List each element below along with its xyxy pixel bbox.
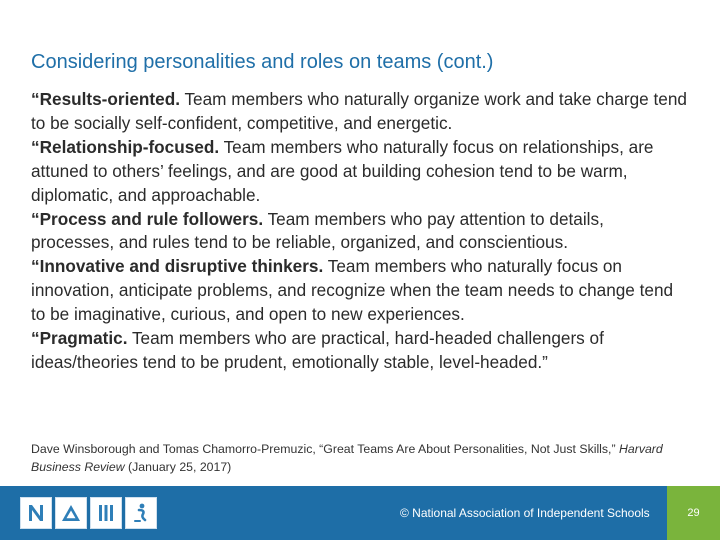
item-lead: “Relationship-focused. [31,136,220,157]
item-lead: “Results-oriented. [31,89,180,109]
item-text: Team members who pay attention to details, processes, and rules tend to be reliable, organized, and conscientious. [31,208,604,253]
quote-item-process [31,208,691,256]
citation [31,441,671,476]
item-lead: “Innovative and disruptive thinkers. [31,256,324,277]
quote-item-relationship [31,136,691,208]
logo-triangle-icon [55,497,87,529]
citation-publication: Harvard Business Review [31,442,663,474]
item-text: Team members who naturally focus on innovation, anticipate problems, and recognize when the team needs to change tend to be imaginative, curious, and open to new experiences. [31,256,674,325]
item-text: Team members who naturally focus on relationships, are attuned to others’ feelings, and are good at building cohesion tend to be warm, diplomatic, and approachable. [31,136,654,205]
logo-letter-n-icon [20,497,52,529]
quote-item-results [31,88,691,136]
item-text: Team members who naturally organize work and take charge tend to be socially self-confident, competitive, and energetic. [31,89,687,133]
citation-date: (January 25, 2017) [124,459,232,474]
nais-logo [20,497,157,529]
slide-title: Considering personalities and roles on teams (cont.) [31,51,494,73]
logo-figure-icon [125,497,157,529]
quote-body [31,88,691,375]
citation-authors: Dave Winsborough and Tomas Chamorro-Premuzic, “Great Teams Are About Personalities, Not Just Skills,” [31,442,619,456]
item-lead: “Pragmatic. [31,328,128,349]
quote-item-innovative [31,255,691,327]
page-number-badge [667,486,720,540]
footer-bar [0,486,720,540]
logo-bars-icon [90,497,122,529]
copyright-text: © National Association of Independent Schools [400,506,650,520]
quote-item-pragmatic [31,327,691,375]
item-text: Team members who are practical, hard-headed challengers of ideas/theories tend to be prudent, emotionally stable, level-headed.” [31,328,604,372]
page-number: 29 [687,507,700,519]
item-lead: “Process and rule followers. [31,208,264,229]
